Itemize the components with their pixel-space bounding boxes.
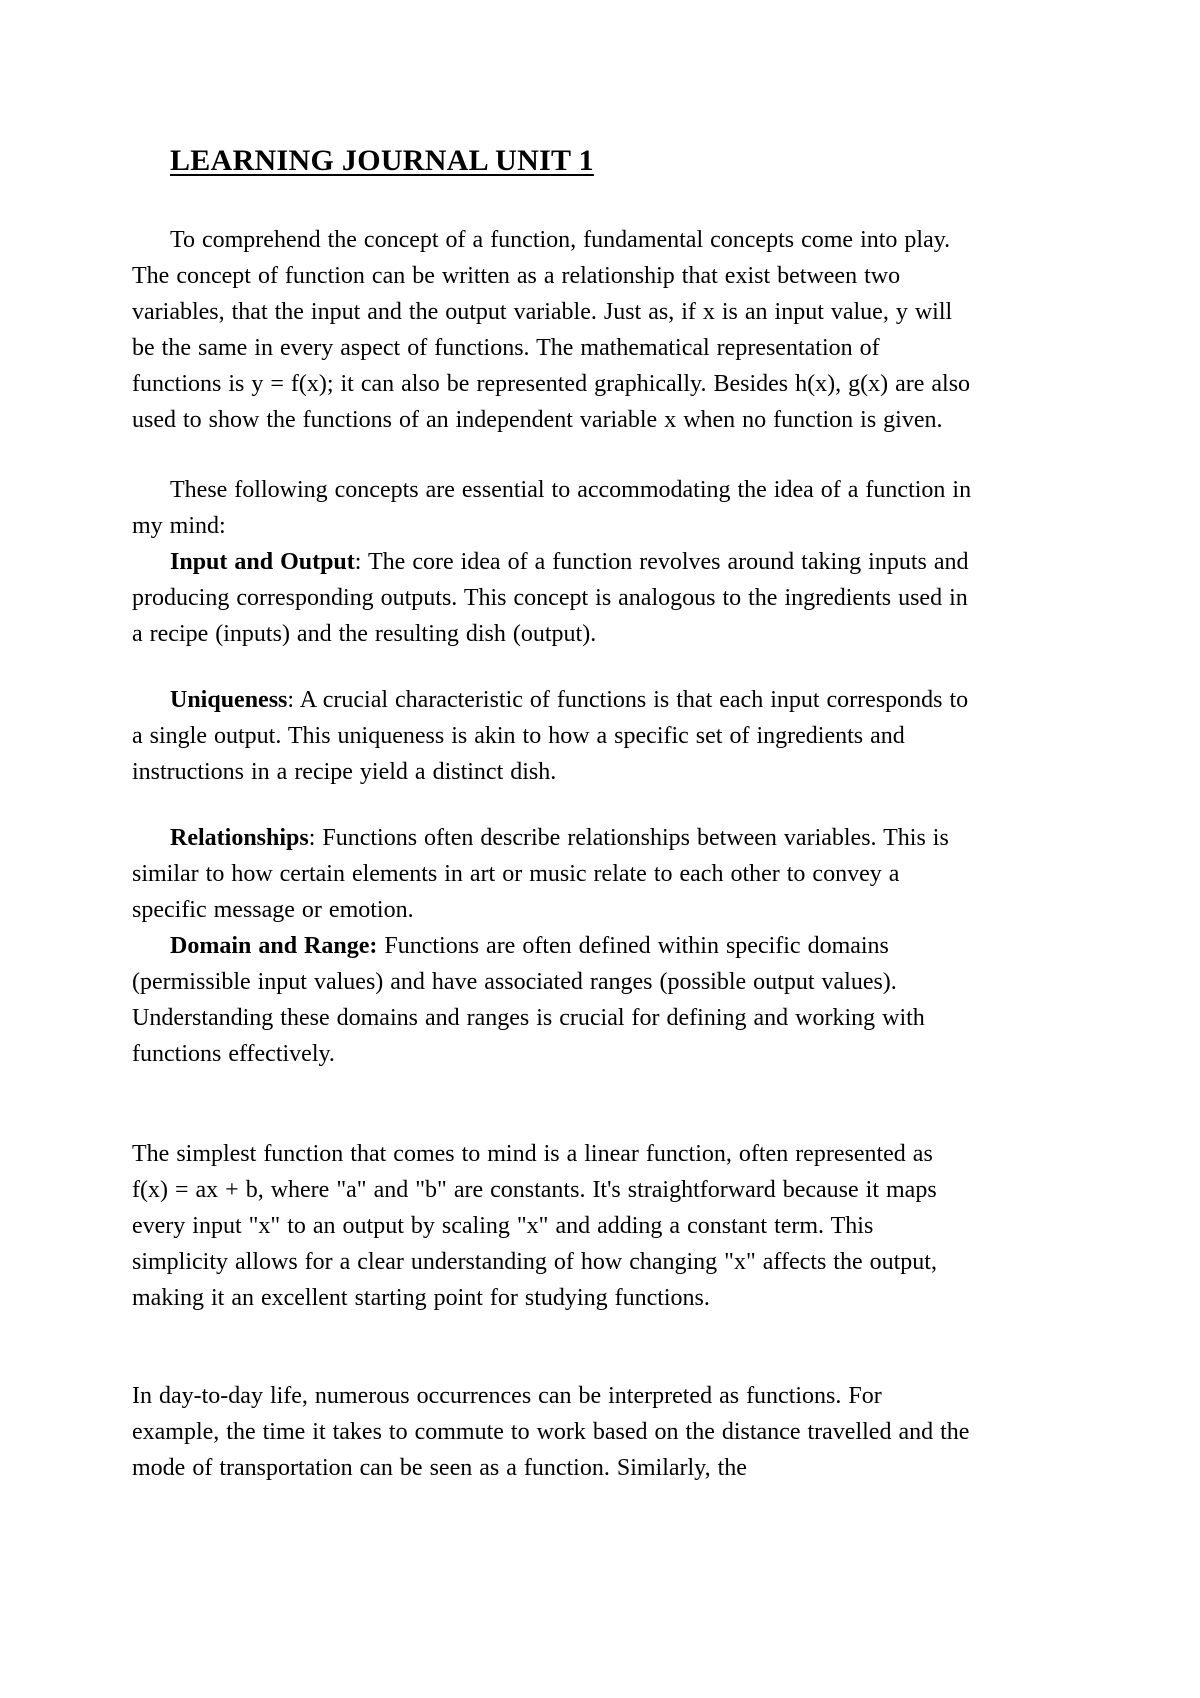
concept-definition: Functions often describe relationships between variables. This is similar to how certain elements in art or music relate to each other to convey a specific message or emotion. — [132, 825, 949, 923]
concept-term: Domain and Range: — [170, 933, 378, 959]
concept-paragraph-relationships — [132, 820, 972, 928]
linear-function-paragraph: The simplest function that comes to mind is a linear function, often represented as f(x) = ax + b, where "a" and "b" are constants. It's straightforward because it maps every input "x" to an output by scaling "x" and adding a constant term. This simplicity allows for a clear understanding of how changing "x" affects the output, making it an excellent starting point for studying functions. — [132, 1141, 937, 1311]
concept-term: Relationships — [170, 825, 309, 851]
concept-paragraph-uniqueness — [132, 682, 972, 790]
concept-definition: Functions are often defined within specific domains (permissible input values) and have associated ranges (possible output values). Understanding these domains and ranges is crucial for defining and working with functions effectively. — [132, 933, 925, 1067]
concept-term: Input and Output — [170, 549, 355, 575]
document-title: LEARNING JOURNAL UNIT 1 — [170, 144, 594, 177]
concept-term: Uniqueness — [170, 687, 288, 713]
concept-definition: A crucial characteristic of functions is that each input corresponds to a single output. This uniqueness is akin to how a specific set of ingredients and instructions in a recipe yield a distinct dish. — [132, 687, 969, 785]
daily-life-paragraph: In day-to-day life, numerous occurrences can be interpreted as functions. For example, the time it takes to commute to work based on the distance travelled and the mode of transportation can be seen as a function. Similarly, the — [132, 1383, 970, 1481]
concept-separator: : — [354, 549, 368, 575]
concept-paragraph-domain-and-range — [132, 928, 972, 1072]
concept-paragraph-input-and-output — [132, 544, 972, 652]
concepts-lead-paragraph: These following concepts are essential to accommodating the idea of a function in my mind: — [132, 477, 972, 539]
concepts-section — [132, 472, 972, 1072]
concept-definition: The core idea of a function revolves around taking inputs and producing corresponding outputs. This concept is analogous to the ingredients used in a recipe (inputs) and the resulting dish (output). — [132, 549, 969, 647]
intro-paragraph: To comprehend the concept of a function, fundamental concepts come into play. The concept of function can be written as a relationship that exist between two variables, that the input and the output variable. Just as, if x is an input value, y will be the same in every aspect of functions. The mathematical representation of functions is y = f(x); it can also be represented graphically. Besides h(x), g(x) are also used to show the functions of an independent variable x when no function is given. — [132, 227, 971, 433]
concept-separator: : — [287, 687, 300, 713]
concept-separator: : — [308, 825, 323, 851]
